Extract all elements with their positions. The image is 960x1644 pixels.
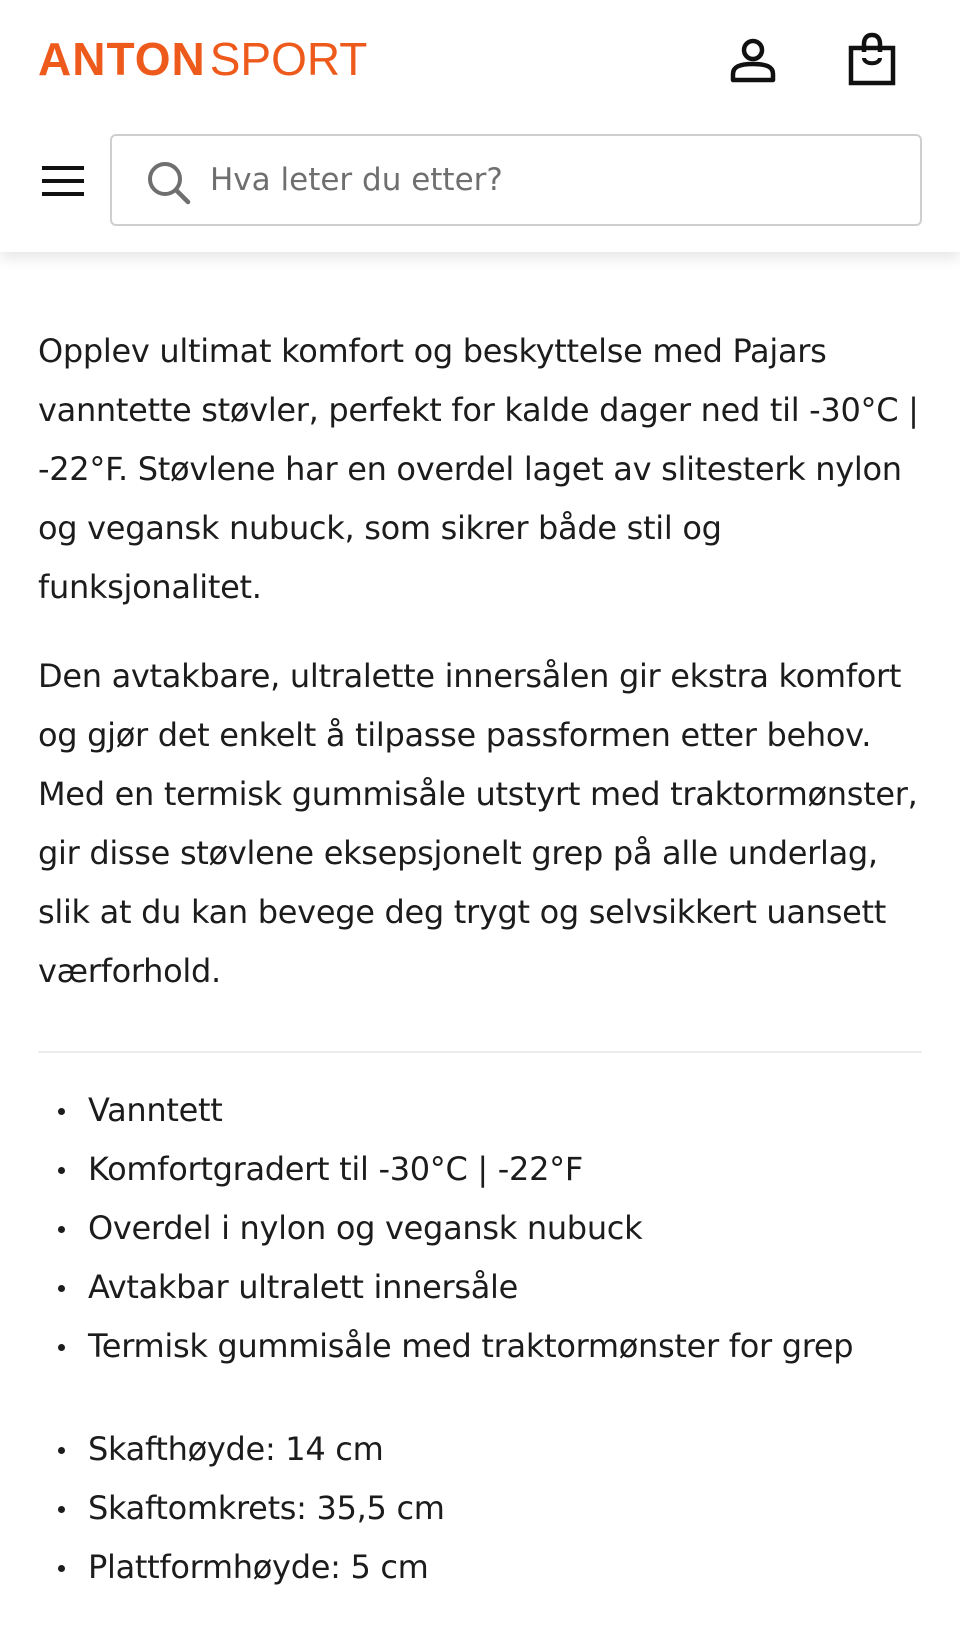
spec-item: Skafthøyde: 14 cm <box>38 1420 928 1479</box>
cart-button[interactable] <box>843 28 901 90</box>
logo-part-sport: SPORT <box>209 33 368 85</box>
search-input[interactable] <box>210 136 910 224</box>
search-icon <box>144 158 192 206</box>
spec-item: Plattformhøyde: 5 cm <box>38 1538 928 1597</box>
anton-sport-logo[interactable] <box>38 34 367 84</box>
description-paragraph: Opplev ultimat komfort og beskyttelse med Pajars vanntette støvler, perfekt for kalde dager ned til -30°C | -22°F. Støvlene har en overdel laget av slitesterk nylon og vegansk nubuck, som sikrer både stil og funksjonalitet. <box>38 332 919 606</box>
feature-item: Overdel i nylon og vegansk nubuck <box>38 1199 928 1258</box>
shopping-bag-icon <box>847 32 897 86</box>
feature-item: Vanntett <box>38 1081 928 1140</box>
feature-item: Termisk gummisåle med traktormønster for grep <box>38 1317 928 1376</box>
description-paragraph: Den avtakbare, ultralette innersålen gir ekstra komfort og gjør det enkelt å tilpasse passformen etter behov. Med en termisk gummisåle utstyrt med traktormønster, gir disse støvlene eksepsjonelt grep på alle underlag, slik at du kan bevege deg trygt og selvsikkert uansett værforhold. <box>38 657 918 990</box>
account-button[interactable] <box>725 32 781 88</box>
logo-part-anton: ANTON <box>38 33 206 85</box>
user-icon <box>729 36 777 84</box>
feature-item: Komfortgradert til -30°C | -22°F <box>38 1140 928 1199</box>
hamburger-menu-icon <box>40 164 86 198</box>
menu-button[interactable] <box>38 156 88 206</box>
spec-item: Skaftomkrets: 35,5 cm <box>38 1479 928 1538</box>
divider <box>38 1051 922 1053</box>
site-header <box>0 0 960 252</box>
feature-list <box>38 1081 928 1376</box>
product-description <box>38 322 928 1597</box>
feature-item: Avtakbar ultralett innersåle <box>38 1258 928 1317</box>
spec-list <box>38 1420 928 1597</box>
search-box[interactable] <box>110 134 922 226</box>
